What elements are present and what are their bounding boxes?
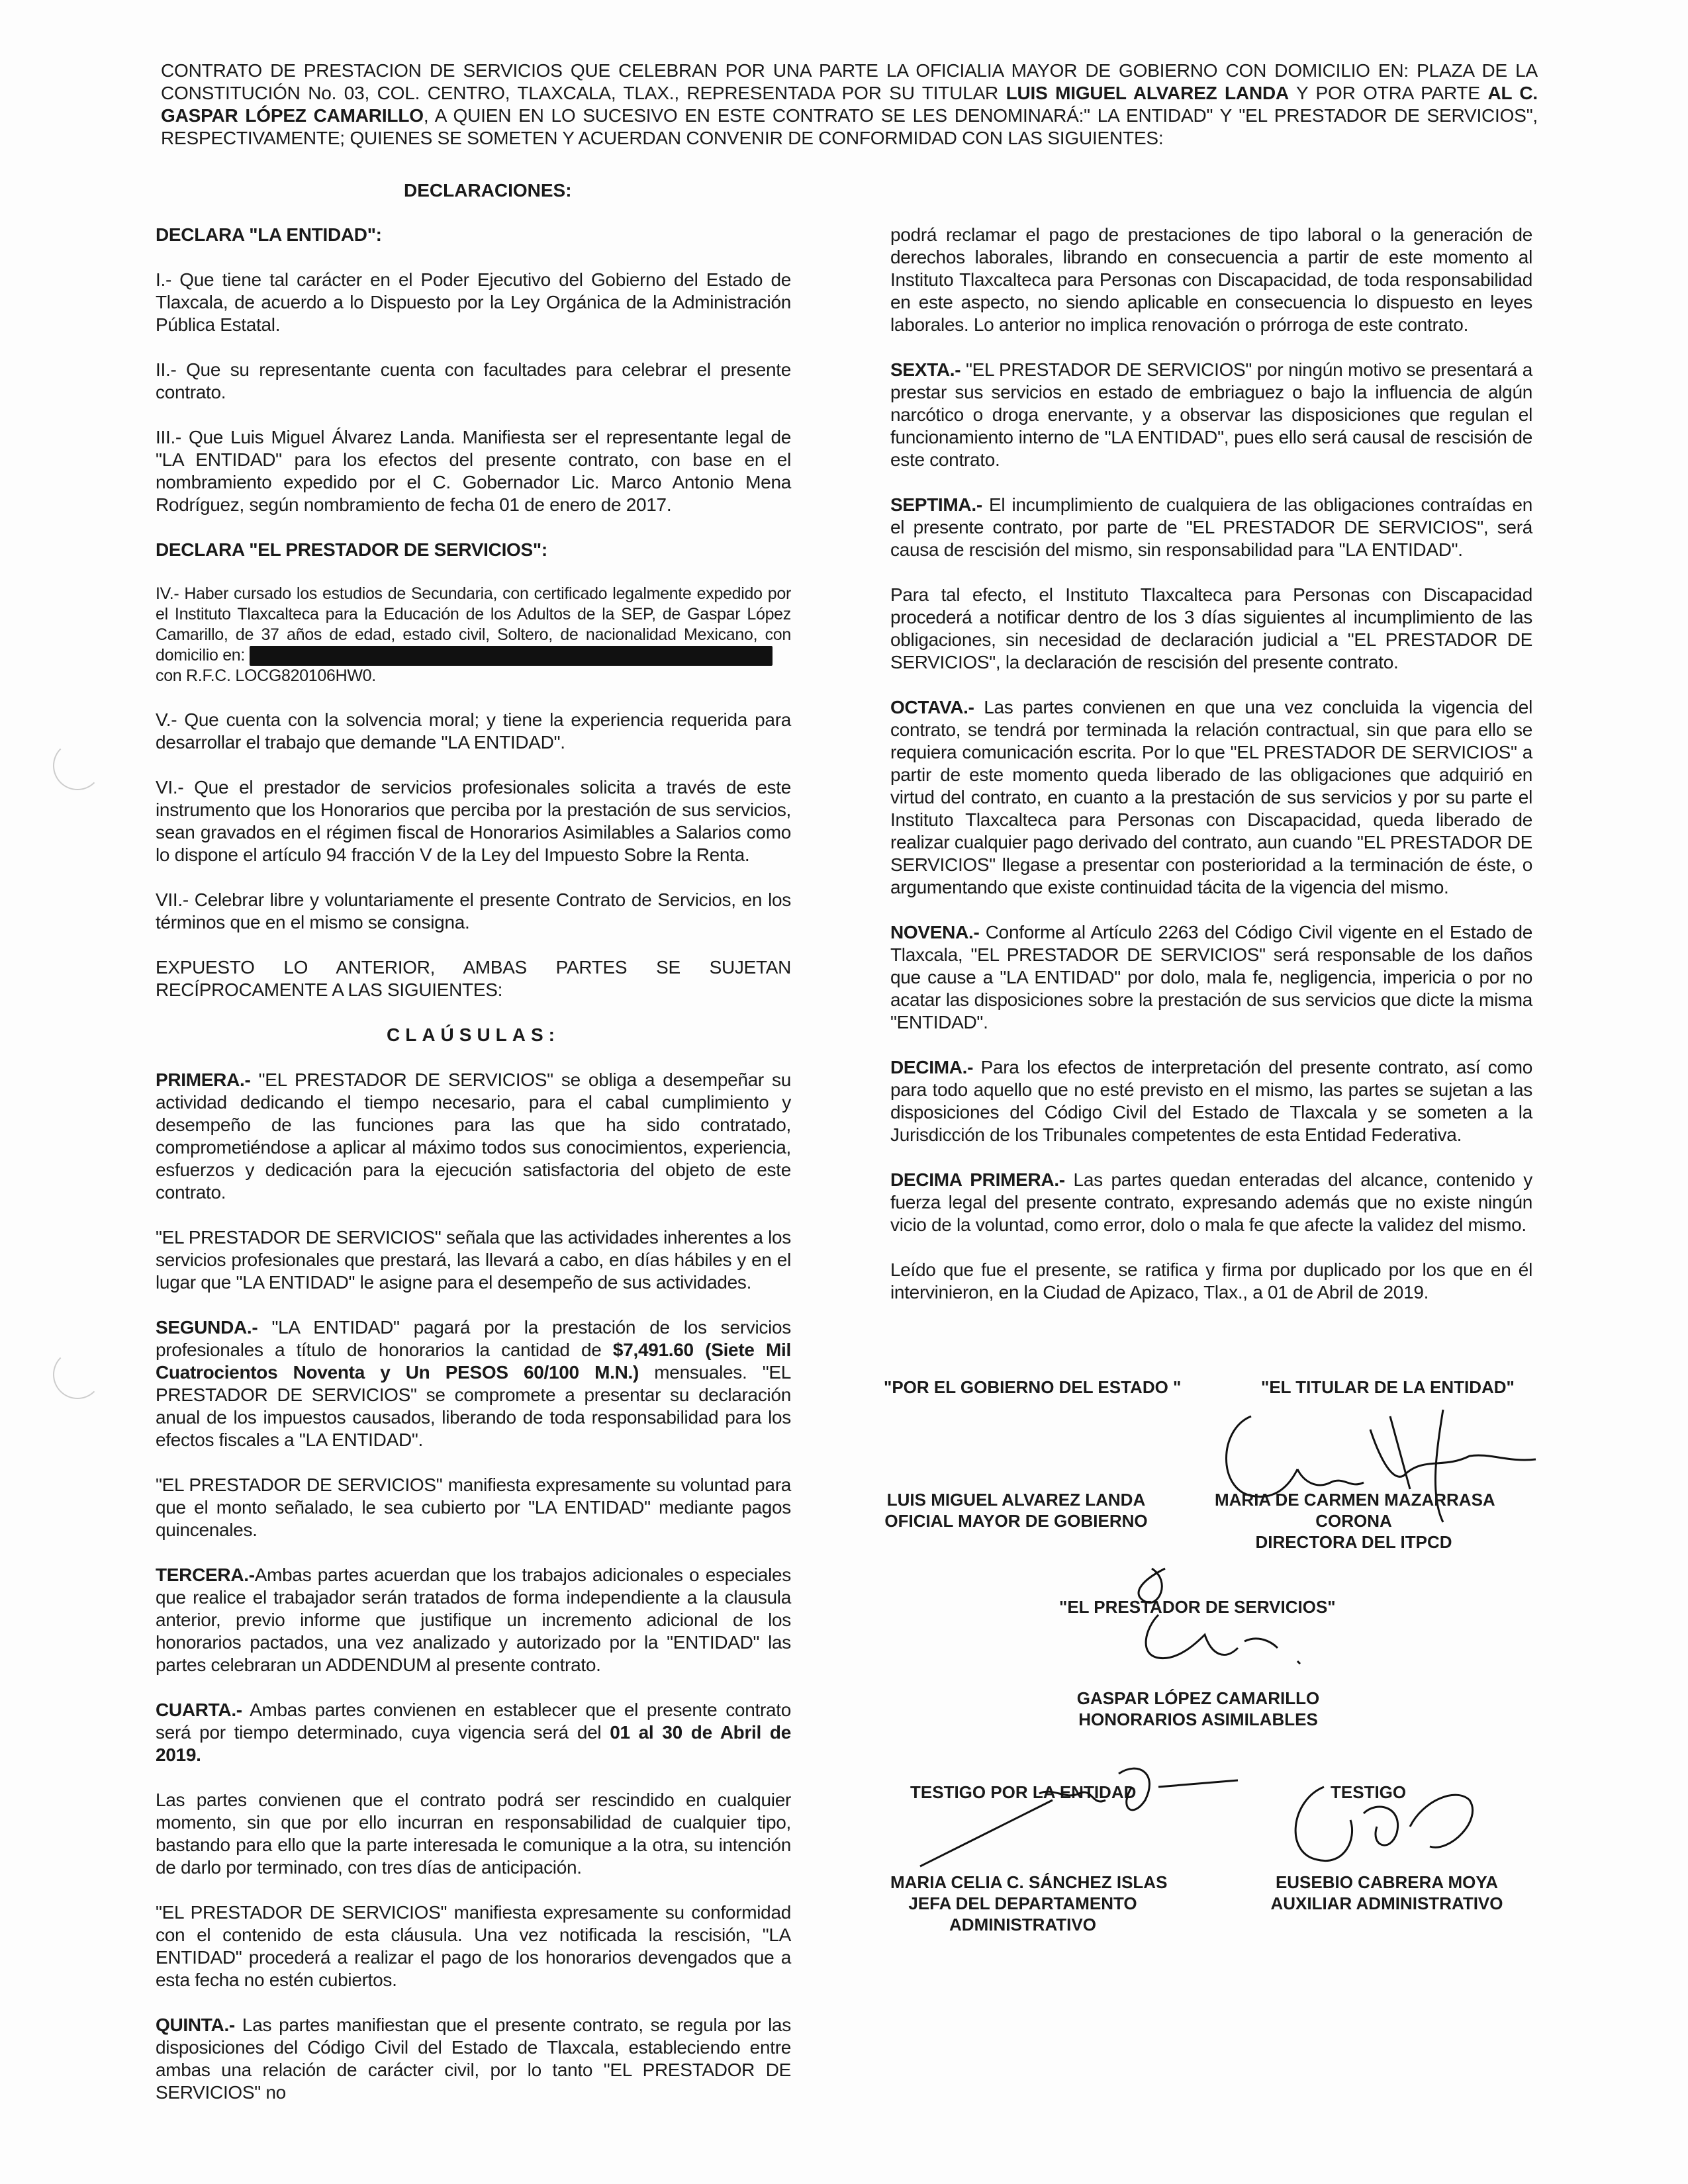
clausula-decima <box>890 1056 1532 1146</box>
left-column <box>156 224 791 2126</box>
primera-text: "EL PRESTADOR DE SERVICIOS" se obliga a desempeñar su actividad dedicando el tiempo necesario, para el cabal cumplimiento y desempeño de las funciones para las que ha sido contratado, comprometiéndose a aplicar al máximo todos sus conocimientos, experiencia, esfuerzos y dedicación para la ejecución satisfactoria del objeto de este contrato. <box>156 1069 791 1203</box>
declara-prestador-heading: DECLARA "EL PRESTADOR DE SERVICIOS": <box>156 539 547 560</box>
header-titular: LUIS MIGUEL ALVAREZ LANDA <box>1006 83 1289 103</box>
septima-text: El incumplimiento de cualquiera de las obligaciones contraídas en el presente contrato, por parte de "EL PRESTADOR DE SERVICIOS", será causa de rescisión del mismo, sin responsabilidad para "LA ENTIDAD". <box>890 494 1532 560</box>
decima-text: Para los efectos de interpretación del presente contrato, así como para todo aquello que no esté previsto en el mismo, las partes se sujetan a las disposiciones del Código Civil del Estado de Tlaxcala y se someten a la Jurisdicción de los Tribunales competentes de esta Entidad Federativa. <box>890 1057 1532 1145</box>
clausula-cuarta-3: "EL PRESTADOR DE SERVICIOS" manifiesta expresamente su conformidad con el contenido de esta cláusula. Una vez notificada la rescisión, "LA ENTIDAD" procederá a realizar el pago de los honorarios devengados que a esta fecha no estén cubiertos. <box>156 1902 791 1991</box>
clausula-tercera <box>156 1564 791 1676</box>
prestador-label: "EL PRESTADOR DE SERVICIOS" <box>1059 1597 1336 1617</box>
prestador-name: GASPAR LÓPEZ CAMARILLO <box>1076 1688 1320 1708</box>
header-text-post: , A QUIEN EN LO SUCESIVO EN ESTE CONTRATO SE LES DENOMINARÁ:" LA ENTIDAD" Y "EL PRESTADOR DE SERVICIOS", RESPECTIVAMENTE; QUIENES SE SOMETEN Y ACUERDAN CONVENIR DE CONFORMIDAD CON LAS SIGUIENTES: <box>161 105 1538 148</box>
clausula-quinta <box>156 2014 791 2104</box>
contract-header <box>161 60 1538 150</box>
punch-hole-mark <box>53 1350 102 1399</box>
prestador-role: HONORARIOS ASIMILABLES <box>1078 1709 1318 1729</box>
right-column <box>890 224 1532 1326</box>
cuarta-heading: CUARTA.- <box>156 1700 242 1721</box>
prestador-signature <box>1099 1542 1324 1694</box>
declaracion-vii: VII.- Celebrar libre y voluntariamente el presente Contrato de Servicios, en los términos que en el mismo se consigna. <box>156 889 791 933</box>
clausula-septima <box>890 494 1532 561</box>
gobierno-name: LUIS MIGUEL ALVAREZ LANDA <box>886 1490 1146 1510</box>
clausula-sexta <box>890 359 1532 471</box>
cuarta-fechas: 01 al 30 de Abril de 2019. <box>156 1722 791 1766</box>
clausula-segunda <box>156 1316 791 1451</box>
octava-heading: OCTAVA.- <box>890 697 974 717</box>
prestador-signer <box>1059 1688 1337 1730</box>
decima-heading: DECIMA.- <box>890 1057 974 1077</box>
testigo-entidad-signer <box>890 1872 1168 1935</box>
gobierno-label: "POR EL GOBIERNO DEL ESTADO " <box>884 1377 1182 1397</box>
septima-heading: SEPTIMA.- <box>890 494 982 515</box>
novena-text: Conforme al Artículo 2263 del Código Civil vigente en el Estado de Tlaxcala, "EL PRESTADOR DE SERVICIOS" será responsable de los daños que cause a "LA ENTIDAD" por dolo, mala fe, negligencia, impericia o por no acatar las disposiciones sobre la prestación de sus servicios que dicte la misma "ENTIDAD". <box>890 922 1532 1032</box>
leido-text: Leído que fue el presente, se ratifica y firma por duplicado por los que en él intervinieron, en la Ciudad de Apizaco, Tlax., a 01 de Abril de 2019. <box>890 1259 1532 1302</box>
testigo-entidad-label: TESTIGO POR LA ENTIDAD <box>910 1782 1137 1802</box>
sexta-heading: SEXTA.- <box>890 359 961 380</box>
titular-role: DIRECTORA DEL ITPCD <box>1255 1532 1452 1552</box>
declaracion-iv-text: IV.- Haber cursado los estudios de Secundaria, con certificado legalmente expedido por el Instituto Tlaxcalteca para la Educación de los Adultos de la SEP, de Gaspar López Camarillo, de 37 años de edad, estado civil, Soltero, de nacionalidad Mexicano, con domicilio en: <box>156 584 791 664</box>
testigo-label: TESTIGO <box>1331 1782 1407 1802</box>
testigo-signature <box>1271 1760 1496 1886</box>
testigo-role: AUXILIAR ADMINISTRATIVO <box>1270 1893 1503 1913</box>
segunda-monto: $7,491.60 (Siete Mil Cuatrocientos Noventa y Un PESOS 60/100 M.N.) <box>156 1340 791 1383</box>
declaracion-iv <box>156 584 791 686</box>
segunda-text-b: mensuales. "EL PRESTADOR DE SERVICIOS" se compromete a presentar su declaración anual de los impuestos causados, liberando de toda responsabilidad para los efectos fiscales a "LA ENTIDAD". <box>156 1362 792 1451</box>
clausula-novena <box>890 921 1532 1034</box>
sexta-text: "EL PRESTADOR DE SERVICIOS" por ningún motivo se presentará a prestar sus servicios en estado de embriaguez o bajo la influencia de algún narcótico o droga enervante, y a observar las disposiciones que regulan el funcionamiento interno de "LA ENTIDAD", pues ello será causal de rescisión de este contrato. <box>890 359 1532 470</box>
primera-heading: PRIMERA.- <box>156 1069 251 1091</box>
punch-hole-mark <box>53 741 102 790</box>
declaracion-iii: III.- Que Luis Miguel Álvarez Landa. Manifiesta ser el representante legal de "LA ENTIDAD" para los efectos del presente contrato, con base en el nombramiento expedido por el C. Gobernador Lic. Marco Antonio Mena Rodríguez, según nombramiento de fecha 01 de enero de 2017. <box>156 427 791 515</box>
tercera-heading: TERCERA.- <box>156 1565 255 1586</box>
titular-name: MARIA DE CARMEN MAZARRASA <box>1215 1490 1495 1510</box>
declaracion-vi: VI.- Que el prestador de servicios profesionales solicita a través de este instrumento que los Honorarios que perciba por la prestación de sus servicios, sean gravados en el régimen fiscal de Honorarios Asimilables a Salarios como lo dispone el artículo 94 fracción V de la Ley del Impuesto Sobre la Renta. <box>156 777 791 866</box>
clausula-septima-2: Para tal efecto, el Instituto Tlaxcalteca para Personas con Discapacidad procederá a notificar dentro de los 3 días siguientes al incumplimiento de las obligaciones, sin necesidad de declaración judicial a "EL PRESTADOR DE SERVICIOS", la declaración de rescisión del presente contrato. <box>890 584 1532 672</box>
gobierno-signer <box>884 1489 1149 1531</box>
expuesto-text: EXPUESTO LO ANTERIOR, AMBAS PARTES SE SUJETAN RECÍPROCAMENTE A LAS SIGUIENTES: <box>156 957 791 1001</box>
tercera-text: Ambas partes acuerdan que los trabajos adicionales o especiales que realice el trabajador serán tratados de forma independiente a la clausula anterior, previo informe que justifique un incremento adicional de los honorarios pactados, una vez analizado y autorizado por la "ENTIDAD" las partes celebraran un ADDENDUM al presente contrato. <box>156 1565 791 1676</box>
rfc-text: con R.F.C. LOCG820106HW0. <box>156 666 376 686</box>
quinta-heading: QUINTA.- <box>156 2015 235 2036</box>
clausulas-heading: CLAÚSULAS: <box>387 1024 560 1046</box>
clausula-octava <box>890 696 1532 899</box>
quinta-text: Las partes manifiestan que el presente contrato, se regula por las disposiciones del Código Civil del Estado de Tlaxcala, estableciendo entre ambas una relación de carácter civil, por lo tanto "EL PRESTADOR DE SERVICIOS" no <box>156 2015 791 2103</box>
header-text: CONTRATO DE PRESTACION DE SERVICIOS QUE CELEBRAN POR UNA PARTE LA OFICIALIA MAYOR DE GOBIERNO CON DOMICILIO EN: PLAZA DE LA CONSTITUCIÓN No. 03, COL. CENTRO, TLAXCALA, TLAX., REPRESENTADA POR SU TITULAR <box>161 60 1538 103</box>
header-prestador: AL C. GASPAR LÓPEZ CAMARILLO <box>161 83 1538 126</box>
titular-label: "EL TITULAR DE LA ENTIDAD" <box>1261 1377 1515 1397</box>
clausula-segunda-2: "EL PRESTADOR DE SERVICIOS" manifiesta expresamente su voluntad para que el monto señalado, le sea cubierto por "LA ENTIDAD" mediante pagos quincenales. <box>156 1475 791 1541</box>
declaraciones-title: DECLARACIONES: <box>404 180 572 201</box>
novena-heading: NOVENA.- <box>890 922 980 942</box>
segunda-text: "LA ENTIDAD" pagará por la prestación de los servicios profesionales a título de honorarios la cantidad de <box>156 1317 791 1361</box>
clausula-primera-2: "EL PRESTADOR DE SERVICIOS" señala que las actividades inherentes a los servicios profesionales que prestará, las llevará a cabo, en días hábiles y en el lugar que "LA ENTIDAD" le asigne para el desempeño de sus actividades. <box>156 1227 791 1293</box>
clausula-quinta-cont: podrá reclamar el pago de prestaciones de tipo laboral o la generación de derechos laborales, librando en consecuencia a partir de este momento al Instituto Tlaxcalteca para Personas con Discapacidad, de toda responsabilidad en este aspecto, no siendo aplicable en consecuencia lo dispuesto en leyes laborales. Lo anterior no implica renovación o prórroga de este contrato. <box>890 224 1532 335</box>
testigo-entidad-role-2: ADMINISTRATIVO <box>949 1915 1096 1934</box>
testigo-name: EUSEBIO CABRERA MOYA <box>1275 1872 1499 1892</box>
clausula-cuarta-2: Las partes convienen que el contrato podrá ser rescindido en cualquier momento, sin que por ello incurran en responsabilidad de cualquier tipo, bastando para ello que la parte interesada le comunique a la otra, su intención de darlo por terminado, con tres días de anticipación. <box>156 1790 791 1878</box>
clausula-primera <box>156 1069 791 1204</box>
cuarta-text: Ambas partes convienen en establecer que el presente contrato será por tiempo determinado, cuya vigencia será del <box>156 1700 791 1743</box>
declaracion-v: V.- Que cuenta con la solvencia moral; y tiene la experiencia requerida para desarrollar el trabajo que demande "LA ENTIDAD". <box>156 709 791 753</box>
testigo-entidad-signature <box>880 1747 1251 1886</box>
redacted-address <box>250 646 773 666</box>
declaracion-i: I.- Que tiene tal carácter en el Poder Ejecutivo del Gobierno del Estado de Tlaxcala, de acuerdo a lo Dispuesto por la Ley Orgánica de la Administración Pública Estatal. <box>156 269 791 335</box>
clausula-decima-primera <box>890 1169 1532 1236</box>
decima-primera-heading: DECIMA PRIMERA.- <box>890 1169 1065 1190</box>
titular-name-2: CORONA <box>1315 1511 1392 1531</box>
testigo-signer <box>1268 1872 1506 1914</box>
declaracion-ii: II.- Que su representante cuenta con facultades para celebrar el presente contrato. <box>156 359 791 402</box>
clausula-cuarta <box>156 1699 791 1766</box>
header-text-mid: Y POR OTRA PARTE <box>1289 83 1488 103</box>
testigo-entidad-role: JEFA DEL DEPARTAMENTO <box>908 1893 1137 1913</box>
gobierno-role: OFICIAL MAYOR DE GOBIERNO <box>884 1511 1148 1531</box>
decima-primera-text: Las partes quedan enteradas del alcance, contenido y fuerza legal del presente contrato, expresando además que no existe ningún vicio de la voluntad, como error, dolo o mala fe que afecte la validez del mismo. <box>890 1169 1533 1235</box>
octava-text: Las partes convienen en que una vez concluida la vigencia del contrato, se tendrá por terminada la relación contractual, sin que para ello se requiera comunicación escrita. Por lo que "EL PRESTADOR DE SERVICIOS" a partir de este momento queda liberado de las obligaciones que adquirió en virtud del contrato, en cuanto a la prestación de sus servicios y por su parte el Instituto Tlaxcalteca para Personas con Discapacidad, queda liberado de realizar cualquier pago derivado del contrato, aun cuando "EL PRESTADOR DE SERVICIOS" llegase a presentar con posterioridad a la terminación de éste, o argumentando que existe continuidad tácita de la vigencia del mismo. <box>890 697 1532 897</box>
segunda-heading: SEGUNDA.- <box>156 1317 258 1338</box>
declara-entidad-heading: DECLARA "LA ENTIDAD": <box>156 224 382 245</box>
testigo-entidad-name: MARIA CELIA C. SÁNCHEZ ISLAS <box>890 1872 1168 1892</box>
